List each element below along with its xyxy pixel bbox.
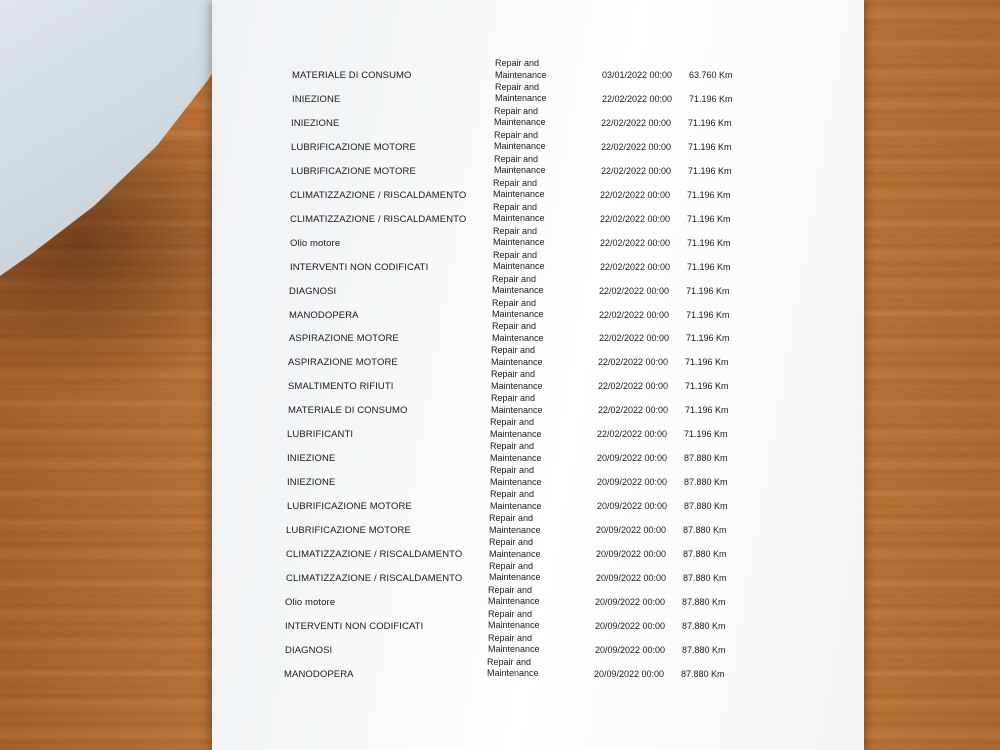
list-row [207, 419, 859, 443]
row-description: LUBRIFICANTI [287, 429, 354, 441]
row-km: 87.880 Km [684, 501, 728, 512]
row-date: 20/09/2022 00:00 [594, 668, 665, 679]
row-category-line1: Repair and [493, 201, 538, 212]
row-category-line1: Repair and [492, 273, 537, 284]
list-row [206, 515, 858, 539]
row-description: INIEZIONE [287, 453, 336, 465]
row-km: 71.196 Km [685, 357, 729, 368]
row-category [488, 609, 540, 632]
row-category [494, 154, 546, 177]
row-description: CLIMATIZZAZIONE / RISCALDAMENTO [290, 189, 467, 201]
row-category-line1: Repair and [488, 632, 533, 643]
row-km: 87.880 Km [682, 596, 726, 607]
list-row [210, 201, 862, 228]
row-category-line2: Maintenance [488, 596, 540, 607]
row-date: 22/02/2022 00:00 [600, 261, 671, 272]
row-date: 20/09/2022 00:00 [596, 525, 667, 536]
row-description: Olio motore [290, 237, 341, 249]
row-category-line2: Maintenance [490, 452, 542, 463]
row-category-line1: Repair and [491, 345, 536, 356]
row-category-line1: Repair and [491, 369, 536, 380]
row-category [489, 537, 541, 560]
row-date: 22/02/2022 00:00 [601, 165, 672, 176]
row-km: 71.196 Km [686, 309, 730, 320]
row-category-line1: Repair and [494, 129, 539, 140]
list-row [210, 177, 862, 204]
list-row [205, 584, 857, 611]
list-row [206, 560, 858, 587]
row-date: 20/09/2022 00:00 [595, 596, 666, 607]
row-category [491, 393, 543, 416]
row-category-line1: Repair and [490, 441, 535, 452]
row-category-line1: Repair and [489, 560, 534, 571]
list-row [205, 608, 857, 635]
row-category-line2: Maintenance [495, 69, 547, 80]
row-category [490, 465, 542, 488]
row-category [493, 178, 545, 201]
row-km: 71.196 Km [687, 213, 731, 224]
list-row [205, 632, 857, 659]
row-description: MANODOPERA [289, 309, 359, 321]
row-date: 20/09/2022 00:00 [597, 453, 668, 464]
row-category-line2: Maintenance [493, 261, 545, 272]
row-date: 22/02/2022 00:00 [599, 333, 670, 344]
row-date: 20/09/2022 00:00 [595, 620, 666, 631]
row-date: 22/02/2022 00:00 [600, 213, 671, 224]
list-row [206, 539, 858, 563]
row-description: Olio motore [285, 596, 336, 608]
row-description: LUBRIFICAZIONE MOTORE [286, 525, 411, 537]
row-category-line2: Maintenance [495, 93, 547, 104]
row-date: 22/02/2022 00:00 [598, 357, 669, 368]
row-category-line1: Repair and [493, 225, 538, 236]
row-date: 22/02/2022 00:00 [601, 117, 672, 128]
row-description: MATERIALE DI CONSUMO [288, 405, 408, 417]
row-category [493, 202, 545, 225]
row-date: 20/09/2022 00:00 [596, 549, 667, 559]
row-description: ASPIRAZIONE MOTORE [289, 333, 399, 345]
row-description: LUBRIFICAZIONE MOTORE [287, 501, 412, 513]
printed-sheet [212, 0, 864, 750]
row-category [495, 82, 547, 105]
row-date: 22/02/2022 00:00 [599, 309, 670, 320]
row-category-line2: Maintenance [494, 117, 546, 128]
row-description: INTERVENTI NON CODIFICATI [290, 261, 429, 273]
list-row [208, 395, 860, 419]
list-row [211, 105, 863, 132]
list-row [209, 323, 861, 347]
list-row [210, 249, 862, 276]
row-category-line1: Repair and [489, 537, 534, 547]
row-km: 71.196 Km [685, 405, 729, 416]
list-row [207, 443, 859, 467]
row-category-line2: Maintenance [493, 213, 545, 224]
row-description: MANODOPERA [284, 668, 354, 680]
row-category-line1: Repair and [493, 249, 538, 260]
row-km: 87.880 Km [681, 668, 725, 679]
list-row [211, 129, 863, 156]
row-date: 22/02/2022 00:00 [597, 429, 668, 440]
row-category [494, 130, 546, 153]
list-row [210, 225, 862, 252]
row-category-line2: Maintenance [490, 476, 542, 487]
row-date: 22/02/2022 00:00 [600, 189, 671, 200]
row-category [492, 298, 544, 321]
row-category [488, 585, 540, 608]
row-km: 87.880 Km [684, 453, 728, 464]
list-row [208, 371, 860, 395]
row-category-line1: Repair and [492, 297, 537, 308]
row-description: SMALTIMENTO RIFIUTI [288, 381, 394, 393]
row-description: INIEZIONE [292, 93, 341, 105]
row-category-line1: Repair and [493, 177, 538, 188]
row-km: 71.196 Km [687, 189, 731, 200]
row-category-line2: Maintenance [492, 285, 544, 296]
row-category-line1: Repair and [494, 105, 539, 116]
row-km: 71.196 Km [688, 141, 732, 152]
row-category-line2: Maintenance [493, 189, 545, 200]
row-category-line2: Maintenance [491, 404, 543, 415]
row-category-line2: Maintenance [494, 165, 546, 176]
row-category [493, 250, 545, 273]
row-description: LUBRIFICAZIONE MOTORE [291, 141, 416, 153]
row-category-line2: Maintenance [490, 428, 542, 439]
row-category-line2: Maintenance [488, 644, 540, 655]
row-description: DIAGNOSI [289, 285, 337, 297]
row-category-line1: Repair and [492, 321, 537, 332]
row-category [490, 489, 542, 512]
row-description: LUBRIFICAZIONE MOTORE [291, 165, 416, 177]
row-km: 71.196 Km [684, 429, 728, 440]
row-description: INTERVENTI NON CODIFICATI [285, 620, 424, 632]
row-description: CLIMATIZZAZIONE / RISCALDAMENTO [286, 549, 463, 560]
row-category [488, 633, 540, 656]
row-category-line2: Maintenance [489, 572, 541, 583]
row-date: 22/02/2022 00:00 [600, 237, 671, 248]
row-date: 22/02/2022 00:00 [602, 93, 673, 104]
row-date: 20/09/2022 00:00 [596, 572, 667, 583]
row-category [493, 226, 545, 249]
row-km: 87.880 Km [682, 644, 726, 655]
row-category [489, 513, 541, 536]
row-km: 71.196 Km [686, 333, 730, 344]
row-category-line1: Repair and [488, 584, 533, 595]
row-km: 71.196 Km [686, 285, 730, 296]
list-row [212, 60, 864, 84]
row-category-line1: Repair and [487, 656, 532, 667]
row-km: 71.196 Km [689, 93, 733, 104]
list-row [212, 81, 864, 108]
row-date: 22/02/2022 00:00 [598, 381, 669, 392]
row-date: 20/09/2022 00:00 [597, 477, 668, 488]
list-row [204, 656, 856, 683]
row-category [492, 274, 544, 297]
list-row [209, 297, 861, 324]
row-km: 87.880 Km [683, 525, 727, 536]
list-row [208, 347, 860, 371]
row-category-line2: Maintenance [489, 524, 541, 535]
row-category-line1: Repair and [495, 81, 540, 92]
row-km: 71.196 Km [687, 261, 731, 272]
row-date: 03/01/2022 00:00 [602, 70, 673, 80]
list-row [207, 491, 859, 515]
row-category-line2: Maintenance [492, 309, 544, 319]
row-category-line2: Maintenance [487, 668, 539, 679]
row-category [495, 58, 547, 81]
row-km: 87.880 Km [683, 549, 727, 559]
row-description: INIEZIONE [291, 117, 340, 129]
list-row [207, 467, 859, 491]
row-category-line2: Maintenance [489, 548, 541, 559]
row-category [491, 369, 543, 392]
row-date: 22/02/2022 00:00 [598, 405, 669, 416]
row-category [487, 657, 539, 680]
row-category-line1: Repair and [491, 393, 536, 404]
row-km: 87.880 Km [683, 572, 727, 583]
list-row [211, 153, 863, 180]
row-description: CLIMATIZZAZIONE / RISCALDAMENTO [290, 213, 467, 225]
row-category-line2: Maintenance [491, 356, 543, 367]
row-description: CLIMATIZZAZIONE / RISCALDAMENTO [286, 572, 463, 584]
row-date: 22/02/2022 00:00 [599, 285, 670, 296]
row-category-line2: Maintenance [490, 500, 542, 511]
row-km: 71.196 Km [688, 117, 732, 128]
row-category-line1: Repair and [489, 513, 534, 524]
row-km: 87.880 Km [684, 477, 728, 488]
row-category-line2: Maintenance [491, 380, 543, 391]
row-km: 71.196 Km [688, 165, 732, 176]
row-km: 63.760 Km [689, 70, 733, 80]
row-description: ASPIRAZIONE MOTORE [288, 357, 398, 369]
row-category-line2: Maintenance [494, 141, 546, 152]
row-category-line2: Maintenance [488, 620, 540, 631]
row-category-line1: Repair and [490, 489, 535, 500]
row-category-line1: Repair and [495, 58, 540, 68]
row-category [492, 321, 544, 344]
list-row [209, 273, 861, 300]
row-description: DIAGNOSI [285, 644, 333, 656]
row-category-line1: Repair and [490, 465, 535, 476]
row-category [490, 417, 542, 440]
row-category [491, 345, 543, 368]
row-date: 22/02/2022 00:00 [601, 141, 672, 152]
row-category-line2: Maintenance [492, 332, 544, 343]
row-category-line1: Repair and [490, 417, 535, 428]
row-date: 20/09/2022 00:00 [595, 644, 666, 655]
row-category [494, 106, 546, 129]
row-km: 71.196 Km [687, 237, 731, 248]
row-description: INIEZIONE [287, 477, 336, 489]
row-category-line1: Repair and [494, 153, 539, 164]
row-category-line1: Repair and [488, 608, 533, 619]
row-description: MATERIALE DI CONSUMO [292, 70, 412, 81]
row-category-line2: Maintenance [493, 237, 545, 248]
row-date: 20/09/2022 00:00 [597, 501, 668, 512]
row-category [489, 561, 541, 584]
row-km: 71.196 Km [685, 381, 729, 392]
row-km: 87.880 Km [682, 620, 726, 631]
row-category [490, 441, 542, 464]
